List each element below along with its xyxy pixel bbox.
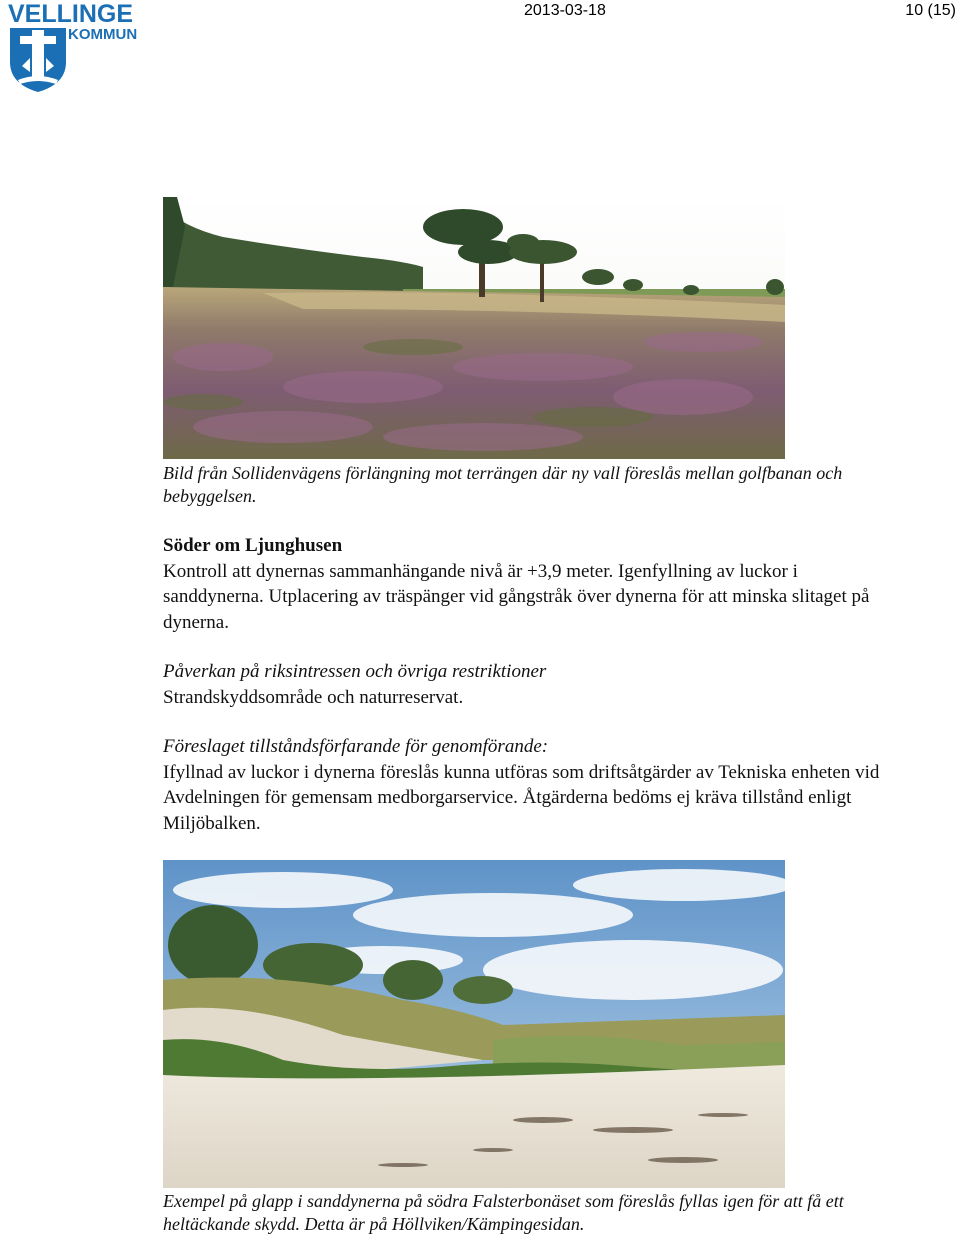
section-heading: Påverkan på riksintressen och övriga restriktioner xyxy=(163,661,547,682)
sand-dunes-photo-caption: Exempel på glapp i sanddynerna på södra Falsterbonäset som föreslås fyllas igen för att få ett heltäckande skydd. Detta är på Höllviken/Kämpingesidan. xyxy=(163,1191,844,1234)
heathland-photo-caption: Bild från Sollidenvägens förlängning mot terrängen där ny vall föreslås mellan golfbanan och bebyggelsen. xyxy=(163,463,843,506)
section-text: Ifyllnad av luckor i dynerna föreslås kunna utföras som driftsåtgärder av Tekniska enheten vid Avdelningen för gemensam medborgarservice. Åtgärderna bedöms ej kräva tillstånd enligt Miljöbalken. xyxy=(163,761,880,834)
section-impact xyxy=(163,659,903,710)
logo-text-top: VELLINGE xyxy=(8,0,134,28)
document-date: 2013-03-18 xyxy=(524,2,606,19)
page-number: 10 (15) xyxy=(905,2,956,19)
section-text: Kontroll att dynernas sammanhängande nivå är +3,9 meter. Igenfyllning av luckor i sanddynerna. Utplacering av träspänger vid gångstråk över dynerna för att minska slitaget på dynerna. xyxy=(163,560,870,633)
section-permit-procedure xyxy=(163,734,903,836)
vellinge-logo xyxy=(8,0,168,96)
sand-dunes-photo xyxy=(163,860,785,1188)
heathland-photo xyxy=(163,197,785,459)
section-south-ljunghusen xyxy=(163,533,903,635)
section-heading: Föreslaget tillståndsförfarande för genomförande: xyxy=(163,736,549,757)
section-text: Strandskyddsområde och naturreservat. xyxy=(163,686,464,708)
logo-text-bottom: KOMMUN xyxy=(68,26,138,43)
section-heading: Söder om Ljunghusen xyxy=(163,535,343,556)
